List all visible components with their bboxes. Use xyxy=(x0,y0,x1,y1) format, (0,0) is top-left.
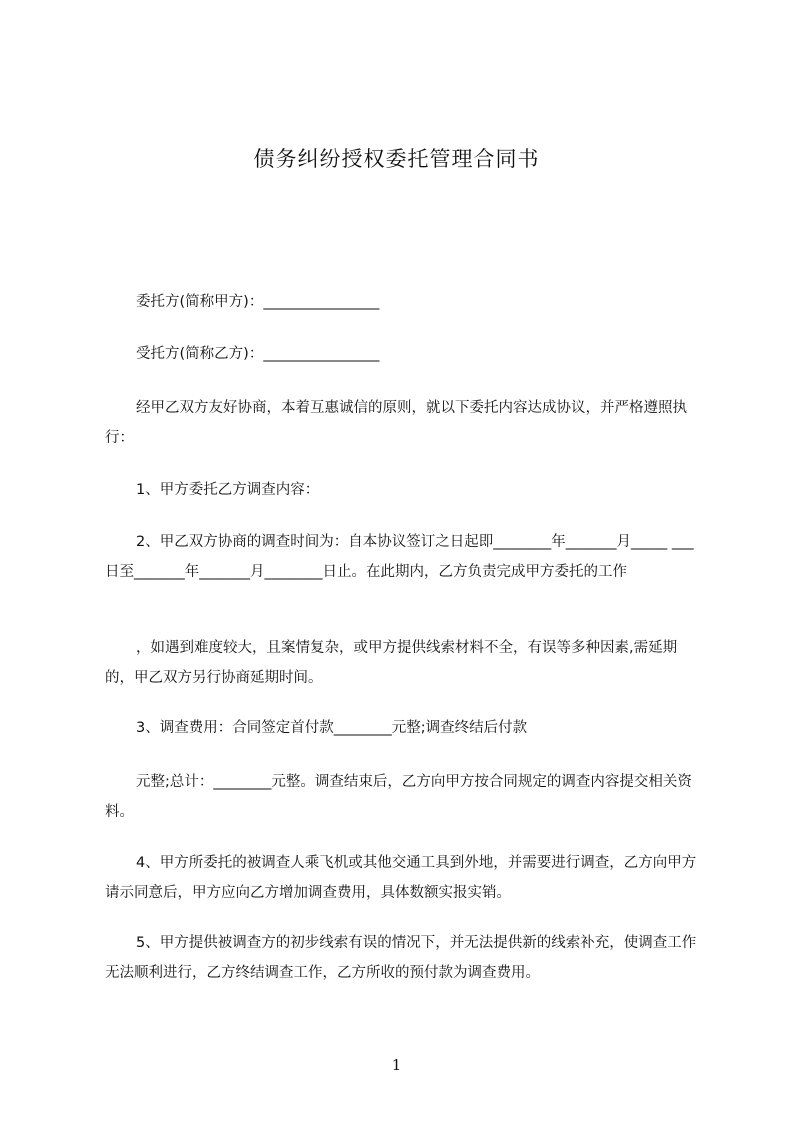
document-title: 债务纠纷授权委托管理合同书 xyxy=(253,147,540,171)
paragraph-clause-5: 5、甲方提供被调查方的初步线索有误的情况下，并无法提供新的线索补充，使调查工作无法顺利进行，乙方终结调查工作，乙方所收的预付款为调查费用。 xyxy=(105,935,697,981)
paragraph-client: 委托方(简称甲方)：________________ xyxy=(136,294,380,310)
paragraph-clause-2-cont: ，如遇到难度较大，且案情复杂，或甲方提供线索材料不全，有误等多种因素,需延期的，甲乙双方另行协商延期时间。 xyxy=(105,640,678,686)
paragraph-clause-4: 4、甲方所委托的被调查人乘飞机或其他交通工具到外地，并需要进行调查，乙方向甲方请示同意后，甲方应向乙方增加调查费用，具体数额实报实销。 xyxy=(105,855,697,901)
paragraph-clause-3-cont: 元整;总计：________元整。调查结束后，乙方向甲方按合同规定的调查内容提交相关资料。 xyxy=(105,774,692,820)
paragraph-agent: 受托方(简称乙方)：________________ xyxy=(136,346,380,362)
paragraph-clause-1: 1、甲方委托乙方调查内容： xyxy=(136,482,320,498)
page-number: 1 xyxy=(391,1056,402,1074)
paragraph-clause-3: 3、调查费用：合同签定首付款________元整;调查终结后付款 xyxy=(136,720,528,736)
paragraph-clause-2: 2、甲乙双方协商的调查时间为：自本协议签订之日起即________年_______月_____ ___日至_______年_______月________日止。在此期内，乙方负责完成甲方委托的工作 xyxy=(105,534,694,580)
paragraph-intro: 经甲乙双方友好协商，本着互惠诚信的原则，就以下委托内容达成协议，并严格遵照执行： xyxy=(105,400,687,446)
